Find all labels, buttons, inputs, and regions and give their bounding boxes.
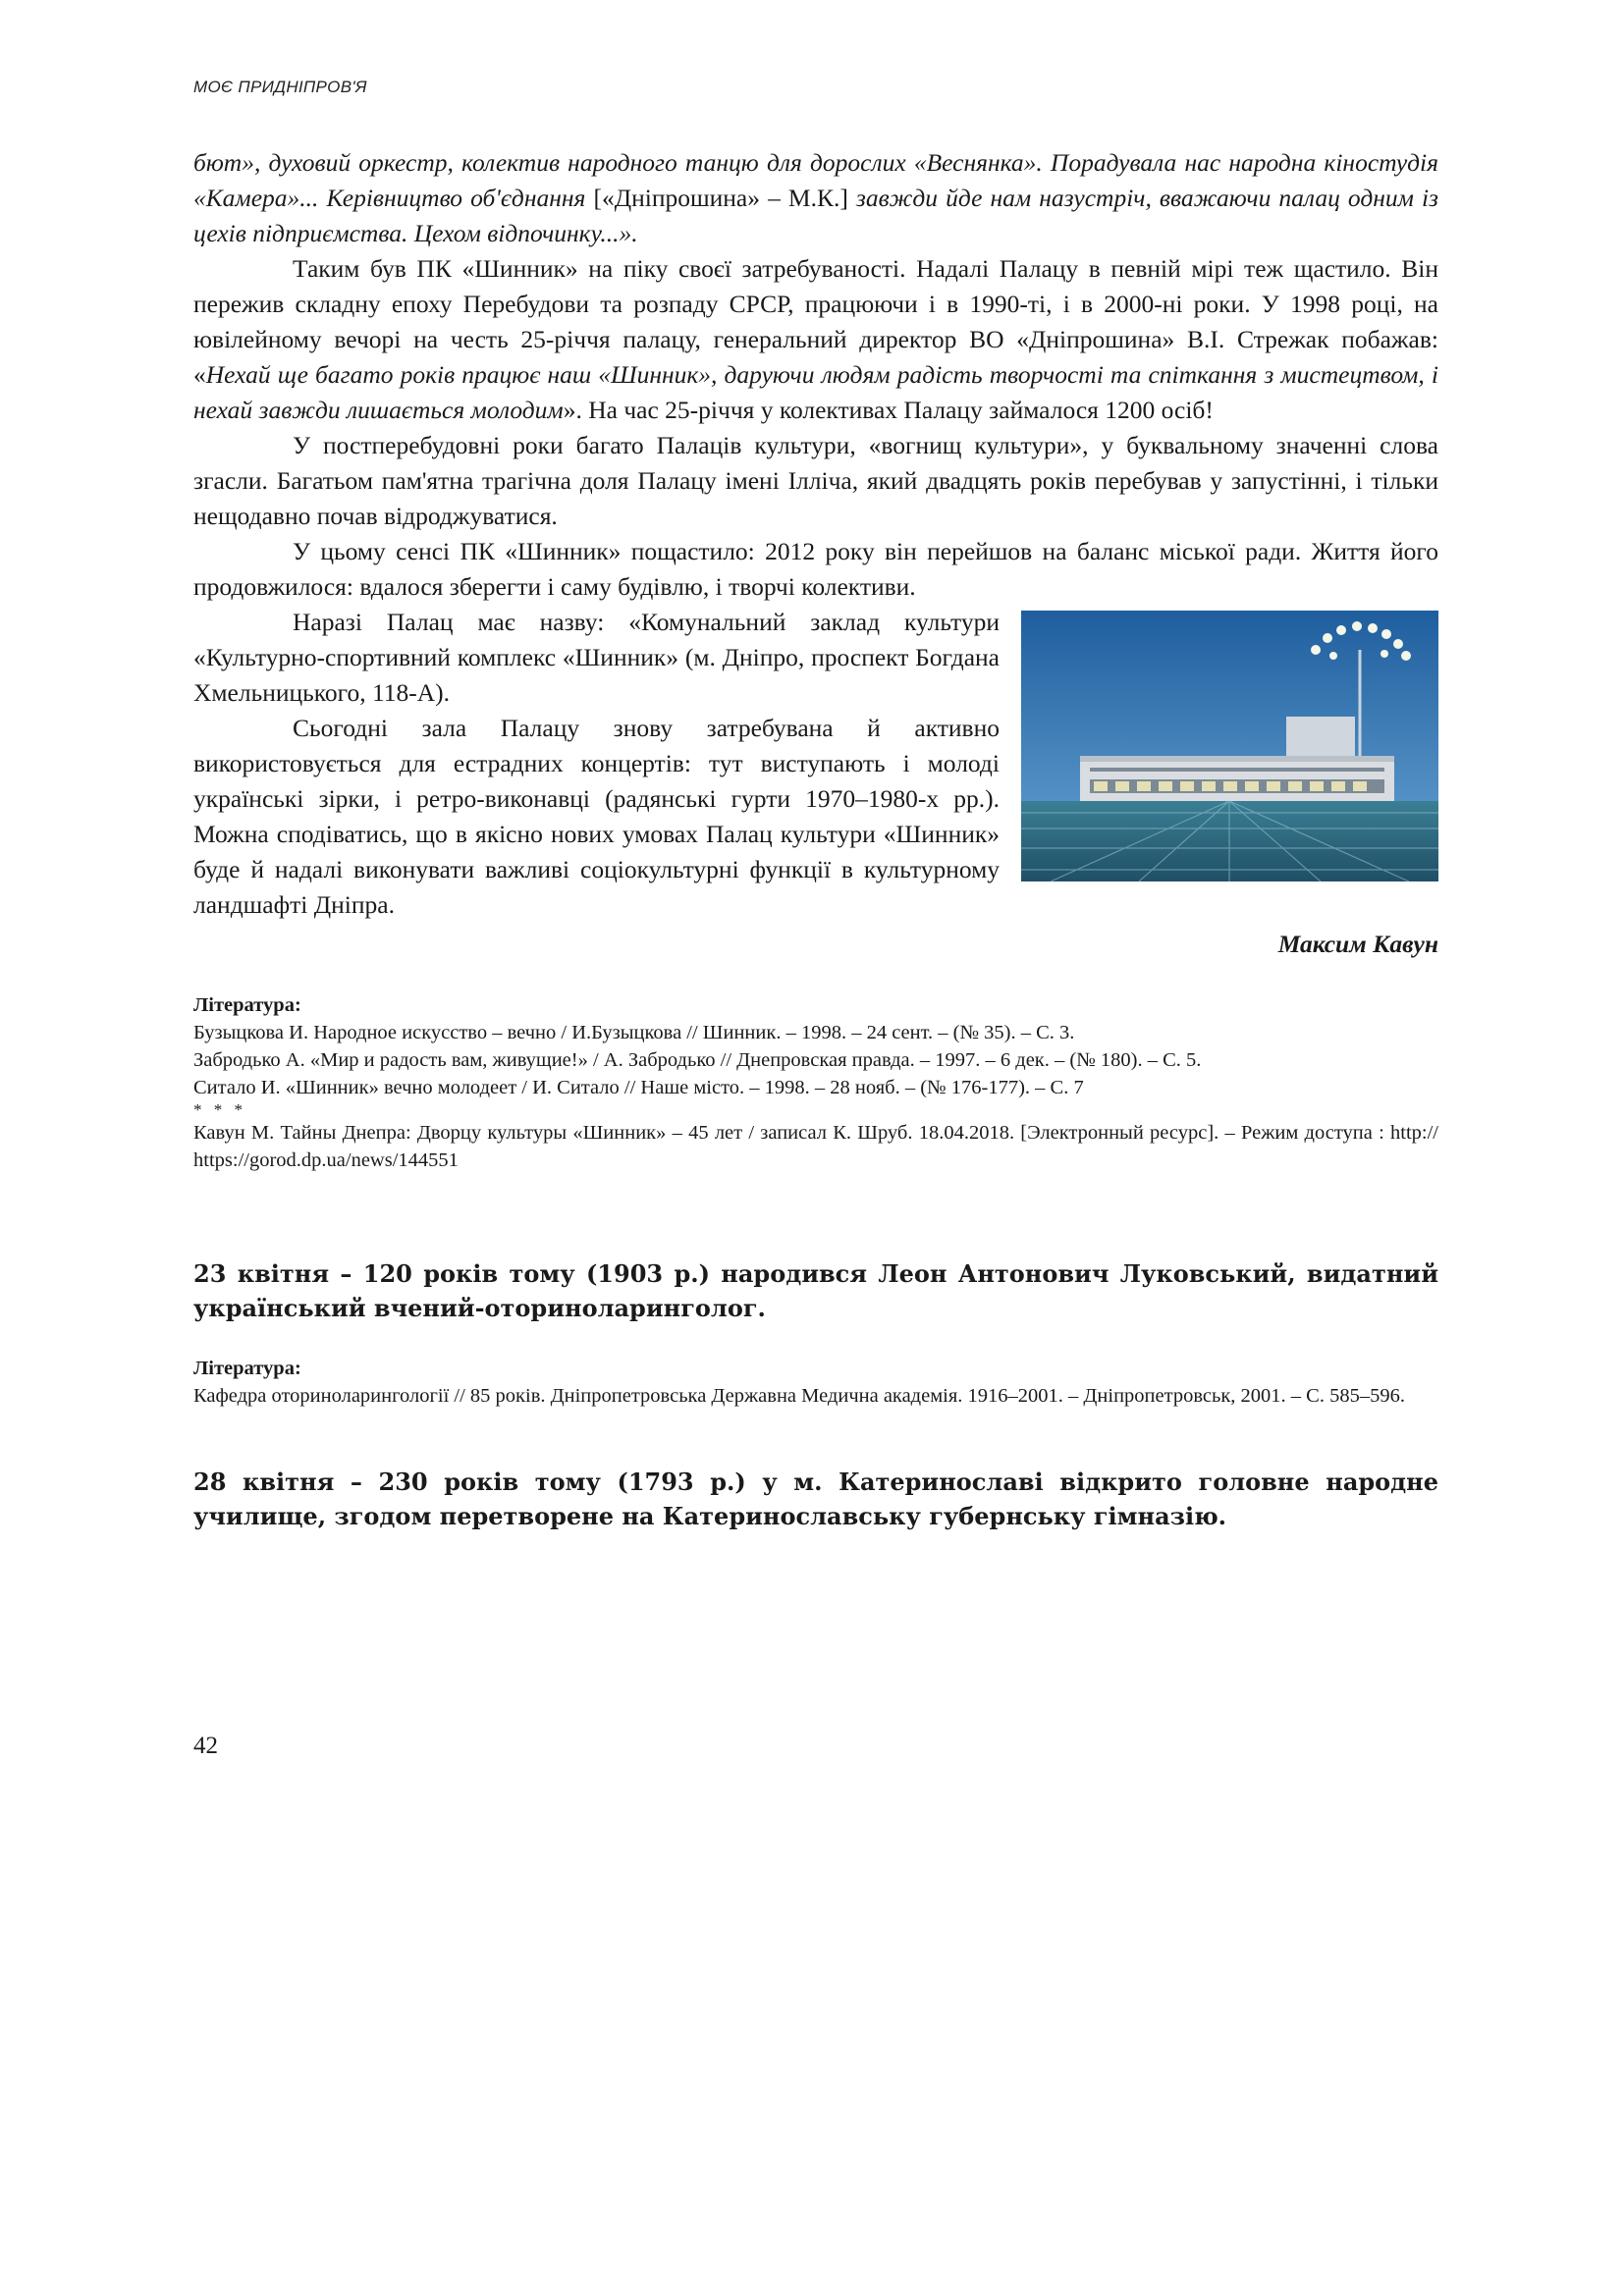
paragraph-current-name: Наразі Палац має назву: «Комунальний заклад культури «Культурно-спортивний комплекс «Шинник» (м. Дніпро, проспект Богдана Хмельницького, 118-А).	[193, 608, 1000, 707]
literature-item: Бузыцкова И. Народное искусство – вечно / И.Бузыцкова // Шинник. – 1998. – 24 сент. – (№ 35). – С. 3.	[193, 1022, 1075, 1043]
literature-title: Література:	[193, 994, 301, 1016]
wish-quote: Нехай ще багато років працює наш «Шинник», даруючи людям радість творчості та спіткання з мистецтвом, і нехай завжди лишається молодим	[193, 360, 1438, 424]
literature-title: Література:	[193, 1358, 301, 1379]
paragraph-text: Таким був ПК «Шинник» на піку своєї затребуваності. Надалі Палацу в певній мірі теж щастило. Він пережив складну епоху Перебудови та розпаду СРСР, працюючи і в 1990-ті, і в 2000-ні роки. У 1998 році, на ювілейному вечорі на честь 25-річчя палацу, генеральний директор ВО «Дніпрошина» В.І. Стрежак побажав: «	[193, 254, 1438, 389]
running-head: МОЄ ПРИДНІПРОВ'Я	[193, 78, 367, 96]
paragraph-quote-continuation	[193, 145, 1438, 251]
event-heading-april-23: 23 квітня – 120 років тому (1903 р.) народився Леон Антонович Луковський, видатний український вчений-оториноларинголог.	[193, 1259, 1438, 1322]
editor-note: [«Дніпрошина» – М.К.]	[593, 184, 848, 212]
paragraph-text: ». На час 25-річчя у колективах Палацу займалося 1200 осіб!	[563, 396, 1214, 424]
paragraph-today: Сьогодні зала Палацу знову затребувана й активно використовується для естрадних концертів: тут виступають і молоді українські зірки, і ретро-виконавці (радянські гурти 1970–1980-х рр.). Можна сподіватись, що в якісно нових умовах Палац культури «Шинник» буде й надалі виконувати важливі соціокультурні функції в культурному ландшафті Дніпра.	[193, 714, 1000, 919]
paragraph-city-balance: У цьому сенсі ПК «Шинник» пощастило: 2012 року він перейшов на баланс міської ради. Життя його продовжилося: вдалося зберегти і саму будівлю, і творчі колективи.	[193, 537, 1438, 601]
literature-item-online: Кавун М. Тайны Днепра: Дворцу культуры «Шинник» – 45 лет / записал К. Шруб. 18.04.2018. [Электронный ресурс]. – Режим доступа : http:// https://gorod.dp.ua/news/144551	[193, 1122, 1438, 1171]
paragraph-post-perestroika: У постперебудовні роки багато Палаців культури, «вогнищ культури», у буквальному значенні слова згасли. Багатьом пам'ятна трагічна доля Палацу імені Ілліча, який двадцять років перебував у запустінні, і тільки нещодавно почав відроджуватися.	[193, 431, 1438, 530]
literature-item: Ситало И. «Шинник» вечно молодеет / И. Ситало // Наше місто. – 1998. – 28 нояб. – (№ 176-177). – С. 7	[193, 1077, 1084, 1098]
quote-italic-end: завжди йде нам назустріч, вважаючи палац одним із цехів підприємства. Цехом відпочинку...».	[193, 184, 1438, 247]
quote-italic: бют», духовий оркестр, колектив народного танцю для дорослих «Веснянка». Порадувала нас народна кіностудія «Камера»... Керівництво об'єднання	[193, 148, 1438, 212]
literature-item: Забродько А. «Мир и радость вам, живущие!» / А. Забродько // Днепровская правда. – 1997. – 6 дек. – (№ 180). – С. 5.	[193, 1049, 1202, 1071]
literature-section-2	[193, 1355, 1438, 1410]
paragraph-peak	[193, 251, 1438, 428]
literature-section-1	[193, 991, 1438, 1174]
palace-of-culture-photo	[1021, 611, 1438, 881]
event-heading-april-28: 28 квітня – 230 років тому (1793 р.) у м. Катеринославі відкрито головне народне училище, згодом перетворене на Катеринославську губернську гімназію.	[193, 1468, 1438, 1530]
page-number: 42	[193, 1733, 218, 1759]
separator-stars: * * *	[193, 1100, 246, 1119]
article-body	[193, 145, 1438, 1533]
literature-item: Кафедра оториноларингології // 85 років. Дніпропетровська Державна Медична академія. 1916–2001. – Дніпропетровськ, 2001. – С. 585–596.	[193, 1385, 1405, 1407]
author-signature: Максим Кавун	[1277, 930, 1438, 958]
